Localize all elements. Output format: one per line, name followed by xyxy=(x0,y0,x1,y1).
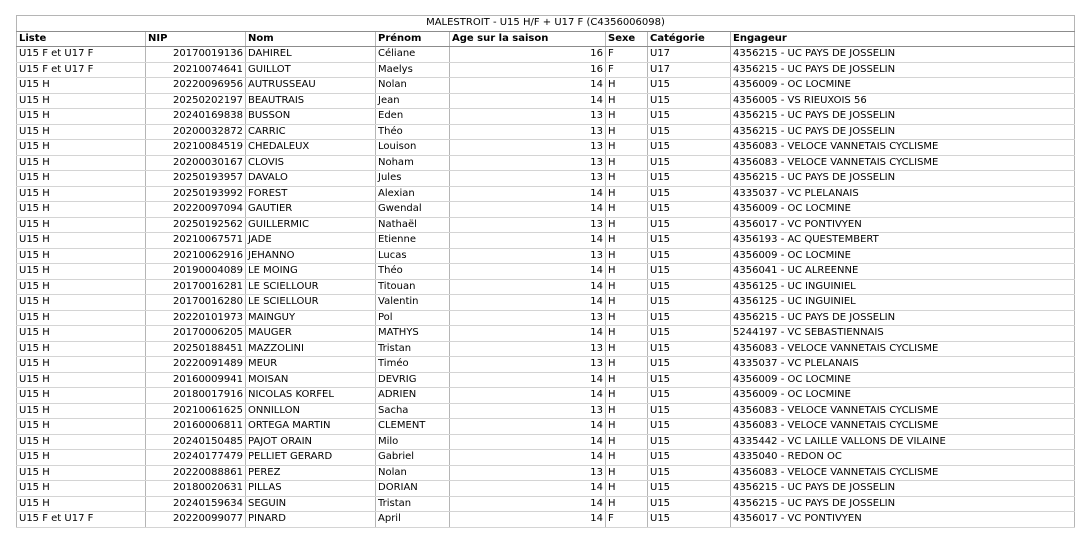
age-cell: 14 xyxy=(450,264,606,280)
prenom-cell: CLEMENT xyxy=(376,419,450,435)
prenom-cell: Maelys xyxy=(376,62,450,78)
sexe-cell: H xyxy=(606,326,648,342)
nip-cell: 20220088861 xyxy=(146,465,246,481)
sheet-title: MALESTROIT - U15 H/F + U17 F (C4356006098) xyxy=(17,16,1075,32)
nom-cell: PINARD xyxy=(246,512,376,528)
sexe-cell: H xyxy=(606,341,648,357)
nom-cell: DAHIREL xyxy=(246,47,376,63)
liste-cell: U15 H xyxy=(17,140,146,156)
sexe-cell: H xyxy=(606,279,648,295)
nip-cell: 20240159634 xyxy=(146,496,246,512)
engageur-cell: 4356009 - OC LOCMINE xyxy=(731,248,1075,264)
nom-cell: LE SCIELLOUR xyxy=(246,295,376,311)
liste-cell: U15 H xyxy=(17,419,146,435)
table-row xyxy=(17,419,1075,435)
age-cell: 14 xyxy=(450,496,606,512)
table-row xyxy=(17,109,1075,125)
prenom-cell: Etienne xyxy=(376,233,450,249)
engageur-cell: 4356215 - UC PAYS DE JOSSELIN xyxy=(731,62,1075,78)
prenom-cell: April xyxy=(376,512,450,528)
sexe-cell: H xyxy=(606,496,648,512)
liste-cell: U15 F et U17 F xyxy=(17,47,146,63)
nip-cell: 20210062916 xyxy=(146,248,246,264)
liste-cell: U15 H xyxy=(17,78,146,94)
age-cell: 14 xyxy=(450,202,606,218)
nom-cell: FOREST xyxy=(246,186,376,202)
engageur-cell: 4356083 - VELOCE VANNETAIS CYCLISME xyxy=(731,140,1075,156)
categorie-cell: U15 xyxy=(648,496,731,512)
liste-cell: U15 H xyxy=(17,357,146,373)
engageur-cell: 4356215 - UC PAYS DE JOSSELIN xyxy=(731,481,1075,497)
nip-cell: 20210061625 xyxy=(146,403,246,419)
sexe-cell: H xyxy=(606,295,648,311)
nom-cell: MAINGUY xyxy=(246,310,376,326)
engageur-cell: 4356193 - AC QUESTEMBERT xyxy=(731,233,1075,249)
categorie-cell: U15 xyxy=(648,388,731,404)
age-cell: 14 xyxy=(450,372,606,388)
prenom-cell: Alexian xyxy=(376,186,450,202)
prenom-cell: Théo xyxy=(376,124,450,140)
categorie-cell: U15 xyxy=(648,341,731,357)
engageur-cell: 4356125 - UC INGUINIEL xyxy=(731,295,1075,311)
nip-cell: 20200032872 xyxy=(146,124,246,140)
categorie-cell: U15 xyxy=(648,279,731,295)
table-row xyxy=(17,357,1075,373)
nom-cell: AUTRUSSEAU xyxy=(246,78,376,94)
prenom-cell: Céliane xyxy=(376,47,450,63)
engageur-cell: 4356215 - UC PAYS DE JOSSELIN xyxy=(731,47,1075,63)
nom-cell: MAZZOLINI xyxy=(246,341,376,357)
age-cell: 13 xyxy=(450,171,606,187)
categorie-cell: U15 xyxy=(648,140,731,156)
prenom-cell: Théo xyxy=(376,264,450,280)
liste-cell: U15 H xyxy=(17,186,146,202)
table-row xyxy=(17,78,1075,94)
age-cell: 14 xyxy=(450,186,606,202)
header-engageur: Engageur xyxy=(731,31,1075,47)
engageur-cell: 4335037 - VC PLELANAIS xyxy=(731,357,1075,373)
table-row xyxy=(17,341,1075,357)
engageur-cell: 4335442 - VC LAILLE VALLONS DE VILAINE xyxy=(731,434,1075,450)
nip-cell: 20240150485 xyxy=(146,434,246,450)
table-row xyxy=(17,403,1075,419)
age-cell: 13 xyxy=(450,217,606,233)
engageur-cell: 4356083 - VELOCE VANNETAIS CYCLISME xyxy=(731,465,1075,481)
liste-cell: U15 F et U17 F xyxy=(17,512,146,528)
categorie-cell: U15 xyxy=(648,93,731,109)
nip-cell: 20250193957 xyxy=(146,171,246,187)
prenom-cell: Eden xyxy=(376,109,450,125)
age-cell: 14 xyxy=(450,419,606,435)
header-prenom: Prénom xyxy=(376,31,450,47)
nip-cell: 20170016280 xyxy=(146,295,246,311)
engageur-cell: 4356215 - UC PAYS DE JOSSELIN xyxy=(731,109,1075,125)
nom-cell: CARRIC xyxy=(246,124,376,140)
sexe-cell: F xyxy=(606,512,648,528)
age-cell: 14 xyxy=(450,78,606,94)
sexe-cell: H xyxy=(606,465,648,481)
table-row xyxy=(17,93,1075,109)
liste-cell: U15 H xyxy=(17,496,146,512)
sexe-cell: F xyxy=(606,62,648,78)
nom-cell: MAUGER xyxy=(246,326,376,342)
engageur-cell: 4356083 - VELOCE VANNETAIS CYCLISME xyxy=(731,155,1075,171)
header-liste: Liste xyxy=(17,31,146,47)
table-row xyxy=(17,496,1075,512)
age-cell: 14 xyxy=(450,481,606,497)
liste-cell: U15 H xyxy=(17,310,146,326)
nom-cell: LE SCIELLOUR xyxy=(246,279,376,295)
sexe-cell: H xyxy=(606,140,648,156)
age-cell: 13 xyxy=(450,465,606,481)
engageur-cell: 4356041 - UC ALREENNE xyxy=(731,264,1075,280)
categorie-cell: U15 xyxy=(648,450,731,466)
nip-cell: 20210084519 xyxy=(146,140,246,156)
engageur-cell: 5244197 - VC SEBASTIENNAIS xyxy=(731,326,1075,342)
sexe-cell: H xyxy=(606,171,648,187)
nip-cell: 20170016281 xyxy=(146,279,246,295)
liste-cell: U15 H xyxy=(17,295,146,311)
engageur-cell: 4356215 - UC PAYS DE JOSSELIN xyxy=(731,124,1075,140)
table-row xyxy=(17,186,1075,202)
nom-cell: PAJOT ORAIN xyxy=(246,434,376,450)
table-row xyxy=(17,248,1075,264)
table-body xyxy=(17,47,1075,528)
prenom-cell: Gabriel xyxy=(376,450,450,466)
nip-cell: 20210074641 xyxy=(146,62,246,78)
sexe-cell: H xyxy=(606,372,648,388)
table-row xyxy=(17,279,1075,295)
categorie-cell: U15 xyxy=(648,233,731,249)
liste-cell: U15 H xyxy=(17,93,146,109)
liste-cell: U15 H xyxy=(17,233,146,249)
nip-cell: 20220096956 xyxy=(146,78,246,94)
engageur-cell: 4356005 - VS RIEUXOIS 56 xyxy=(731,93,1075,109)
title-row xyxy=(17,16,1075,32)
nom-cell: JEHANNO xyxy=(246,248,376,264)
prenom-cell: Jean xyxy=(376,93,450,109)
nip-cell: 20190004089 xyxy=(146,264,246,280)
engageur-cell: 4356017 - VC PONTIVYEN xyxy=(731,512,1075,528)
table-row xyxy=(17,171,1075,187)
nom-cell: GUILLOT xyxy=(246,62,376,78)
nip-cell: 20250193992 xyxy=(146,186,246,202)
table-row xyxy=(17,310,1075,326)
nip-cell: 20250202197 xyxy=(146,93,246,109)
sexe-cell: H xyxy=(606,481,648,497)
nip-cell: 20240177479 xyxy=(146,450,246,466)
liste-cell: U15 H xyxy=(17,388,146,404)
prenom-cell: Tristan xyxy=(376,341,450,357)
categorie-cell: U15 xyxy=(648,186,731,202)
prenom-cell: Timéo xyxy=(376,357,450,373)
prenom-cell: MATHYS xyxy=(376,326,450,342)
categorie-cell: U15 xyxy=(648,248,731,264)
nom-cell: LE MOING xyxy=(246,264,376,280)
table-row xyxy=(17,326,1075,342)
sexe-cell: H xyxy=(606,78,648,94)
sexe-cell: H xyxy=(606,419,648,435)
age-cell: 14 xyxy=(450,279,606,295)
prenom-cell: Gwendal xyxy=(376,202,450,218)
age-cell: 13 xyxy=(450,155,606,171)
header-age: Age sur la saison xyxy=(450,31,606,47)
categorie-cell: U15 xyxy=(648,295,731,311)
categorie-cell: U15 xyxy=(648,403,731,419)
categorie-cell: U15 xyxy=(648,202,731,218)
prenom-cell: DORIAN xyxy=(376,481,450,497)
sexe-cell: H xyxy=(606,93,648,109)
sexe-cell: H xyxy=(606,109,648,125)
categorie-cell: U15 xyxy=(648,171,731,187)
nom-cell: JADE xyxy=(246,233,376,249)
age-cell: 13 xyxy=(450,109,606,125)
nip-cell: 20220097094 xyxy=(146,202,246,218)
prenom-cell: Pol xyxy=(376,310,450,326)
prenom-cell: Jules xyxy=(376,171,450,187)
nip-cell: 20180017916 xyxy=(146,388,246,404)
sexe-cell: H xyxy=(606,124,648,140)
sexe-cell: H xyxy=(606,202,648,218)
table-row xyxy=(17,202,1075,218)
nip-cell: 20250192562 xyxy=(146,217,246,233)
sexe-cell: H xyxy=(606,186,648,202)
engageur-cell: 4356009 - OC LOCMINE xyxy=(731,202,1075,218)
table-row xyxy=(17,217,1075,233)
age-cell: 13 xyxy=(450,403,606,419)
table-row xyxy=(17,481,1075,497)
categorie-cell: U17 xyxy=(648,47,731,63)
nip-cell: 20210067571 xyxy=(146,233,246,249)
nip-cell: 20220101973 xyxy=(146,310,246,326)
age-cell: 13 xyxy=(450,357,606,373)
sexe-cell: H xyxy=(606,233,648,249)
engageur-cell: 4356083 - VELOCE VANNETAIS CYCLISME xyxy=(731,341,1075,357)
table-row xyxy=(17,372,1075,388)
liste-cell: U15 H xyxy=(17,202,146,218)
liste-cell: U15 H xyxy=(17,465,146,481)
entry-list-table xyxy=(16,15,1075,528)
nip-cell: 20170019136 xyxy=(146,47,246,63)
engageur-cell: 4356215 - UC PAYS DE JOSSELIN xyxy=(731,310,1075,326)
nom-cell: BEAUTRAIS xyxy=(246,93,376,109)
nip-cell: 20240169838 xyxy=(146,109,246,125)
table-row xyxy=(17,47,1075,63)
table-row xyxy=(17,62,1075,78)
liste-cell: U15 H xyxy=(17,434,146,450)
nom-cell: DAVALO xyxy=(246,171,376,187)
liste-cell: U15 H xyxy=(17,372,146,388)
categorie-cell: U15 xyxy=(648,357,731,373)
age-cell: 13 xyxy=(450,124,606,140)
nip-cell: 20160009941 xyxy=(146,372,246,388)
liste-cell: U15 H xyxy=(17,326,146,342)
categorie-cell: U15 xyxy=(648,465,731,481)
liste-cell: U15 H xyxy=(17,450,146,466)
prenom-cell: Tristan xyxy=(376,496,450,512)
categorie-cell: U15 xyxy=(648,434,731,450)
table-row xyxy=(17,465,1075,481)
sexe-cell: H xyxy=(606,264,648,280)
liste-cell: U15 H xyxy=(17,481,146,497)
header-sexe: Sexe xyxy=(606,31,648,47)
prenom-cell: Nolan xyxy=(376,465,450,481)
nip-cell: 20220099077 xyxy=(146,512,246,528)
header-row xyxy=(17,31,1075,47)
table-row xyxy=(17,140,1075,156)
engageur-cell: 4356017 - VC PONTIVYEN xyxy=(731,217,1075,233)
categorie-cell: U15 xyxy=(648,78,731,94)
age-cell: 14 xyxy=(450,450,606,466)
liste-cell: U15 H xyxy=(17,279,146,295)
nip-cell: 20180020631 xyxy=(146,481,246,497)
liste-cell: U15 H xyxy=(17,248,146,264)
header-categorie: Catégorie xyxy=(648,31,731,47)
liste-cell: U15 H xyxy=(17,155,146,171)
engageur-cell: 4356083 - VELOCE VANNETAIS CYCLISME xyxy=(731,403,1075,419)
age-cell: 14 xyxy=(450,326,606,342)
nom-cell: CLOVIS xyxy=(246,155,376,171)
engageur-cell: 4356009 - OC LOCMINE xyxy=(731,388,1075,404)
engageur-cell: 4356009 - OC LOCMINE xyxy=(731,372,1075,388)
age-cell: 14 xyxy=(450,512,606,528)
categorie-cell: U15 xyxy=(648,372,731,388)
categorie-cell: U17 xyxy=(648,62,731,78)
nom-cell: GAUTIER xyxy=(246,202,376,218)
sexe-cell: H xyxy=(606,248,648,264)
nip-cell: 20200030167 xyxy=(146,155,246,171)
liste-cell: U15 H xyxy=(17,124,146,140)
prenom-cell: Louison xyxy=(376,140,450,156)
categorie-cell: U15 xyxy=(648,109,731,125)
nip-cell: 20250188451 xyxy=(146,341,246,357)
table-row xyxy=(17,124,1075,140)
engageur-cell: 4356009 - OC LOCMINE xyxy=(731,78,1075,94)
categorie-cell: U15 xyxy=(648,155,731,171)
table-row xyxy=(17,233,1075,249)
engageur-cell: 4356215 - UC PAYS DE JOSSELIN xyxy=(731,171,1075,187)
age-cell: 13 xyxy=(450,140,606,156)
prenom-cell: DEVRIG xyxy=(376,372,450,388)
categorie-cell: U15 xyxy=(648,512,731,528)
prenom-cell: Nolan xyxy=(376,78,450,94)
age-cell: 13 xyxy=(450,341,606,357)
header-nip: NIP xyxy=(146,31,246,47)
table-row xyxy=(17,155,1075,171)
table-row xyxy=(17,512,1075,528)
nom-cell: BUSSON xyxy=(246,109,376,125)
nom-cell: MEUR xyxy=(246,357,376,373)
sexe-cell: H xyxy=(606,357,648,373)
categorie-cell: U15 xyxy=(648,124,731,140)
prenom-cell: Milo xyxy=(376,434,450,450)
prenom-cell: Valentin xyxy=(376,295,450,311)
nom-cell: PEREZ xyxy=(246,465,376,481)
nom-cell: GUILLERMIC xyxy=(246,217,376,233)
prenom-cell: Nathaël xyxy=(376,217,450,233)
table-row xyxy=(17,264,1075,280)
categorie-cell: U15 xyxy=(648,217,731,233)
liste-cell: U15 H xyxy=(17,217,146,233)
age-cell: 14 xyxy=(450,233,606,249)
header-nom: Nom xyxy=(246,31,376,47)
age-cell: 13 xyxy=(450,248,606,264)
liste-cell: U15 H xyxy=(17,403,146,419)
table-row xyxy=(17,295,1075,311)
liste-cell: U15 F et U17 F xyxy=(17,62,146,78)
age-cell: 16 xyxy=(450,62,606,78)
nom-cell: ORTEGA MARTIN xyxy=(246,419,376,435)
categorie-cell: U15 xyxy=(648,326,731,342)
engageur-cell: 4335037 - VC PLELANAIS xyxy=(731,186,1075,202)
age-cell: 13 xyxy=(450,310,606,326)
nom-cell: MOISAN xyxy=(246,372,376,388)
age-cell: 16 xyxy=(450,47,606,63)
liste-cell: U15 H xyxy=(17,171,146,187)
nip-cell: 20160006811 xyxy=(146,419,246,435)
sexe-cell: H xyxy=(606,434,648,450)
nom-cell: PELLIET GERARD xyxy=(246,450,376,466)
sexe-cell: F xyxy=(606,47,648,63)
sexe-cell: H xyxy=(606,155,648,171)
engageur-cell: 4356215 - UC PAYS DE JOSSELIN xyxy=(731,496,1075,512)
nom-cell: SEGUIN xyxy=(246,496,376,512)
age-cell: 14 xyxy=(450,388,606,404)
prenom-cell: ADRIEN xyxy=(376,388,450,404)
table-row xyxy=(17,434,1075,450)
prenom-cell: Lucas xyxy=(376,248,450,264)
prenom-cell: Sacha xyxy=(376,403,450,419)
categorie-cell: U15 xyxy=(648,264,731,280)
sexe-cell: H xyxy=(606,450,648,466)
sexe-cell: H xyxy=(606,310,648,326)
categorie-cell: U15 xyxy=(648,481,731,497)
engageur-cell: 4356125 - UC INGUINIEL xyxy=(731,279,1075,295)
categorie-cell: U15 xyxy=(648,419,731,435)
age-cell: 14 xyxy=(450,295,606,311)
liste-cell: U15 H xyxy=(17,264,146,280)
table-row xyxy=(17,450,1075,466)
nom-cell: NICOLAS KORFEL xyxy=(246,388,376,404)
age-cell: 14 xyxy=(450,93,606,109)
engageur-cell: 4335040 - REDON OC xyxy=(731,450,1075,466)
sexe-cell: H xyxy=(606,388,648,404)
engageur-cell: 4356083 - VELOCE VANNETAIS CYCLISME xyxy=(731,419,1075,435)
sexe-cell: H xyxy=(606,217,648,233)
table-row xyxy=(17,388,1075,404)
prenom-cell: Titouan xyxy=(376,279,450,295)
prenom-cell: Noham xyxy=(376,155,450,171)
nip-cell: 20220091489 xyxy=(146,357,246,373)
liste-cell: U15 H xyxy=(17,341,146,357)
sexe-cell: H xyxy=(606,403,648,419)
categorie-cell: U15 xyxy=(648,310,731,326)
liste-cell: U15 H xyxy=(17,109,146,125)
nom-cell: ONNILLON xyxy=(246,403,376,419)
nom-cell: PILLAS xyxy=(246,481,376,497)
age-cell: 14 xyxy=(450,434,606,450)
nip-cell: 20170006205 xyxy=(146,326,246,342)
nom-cell: CHEDALEUX xyxy=(246,140,376,156)
